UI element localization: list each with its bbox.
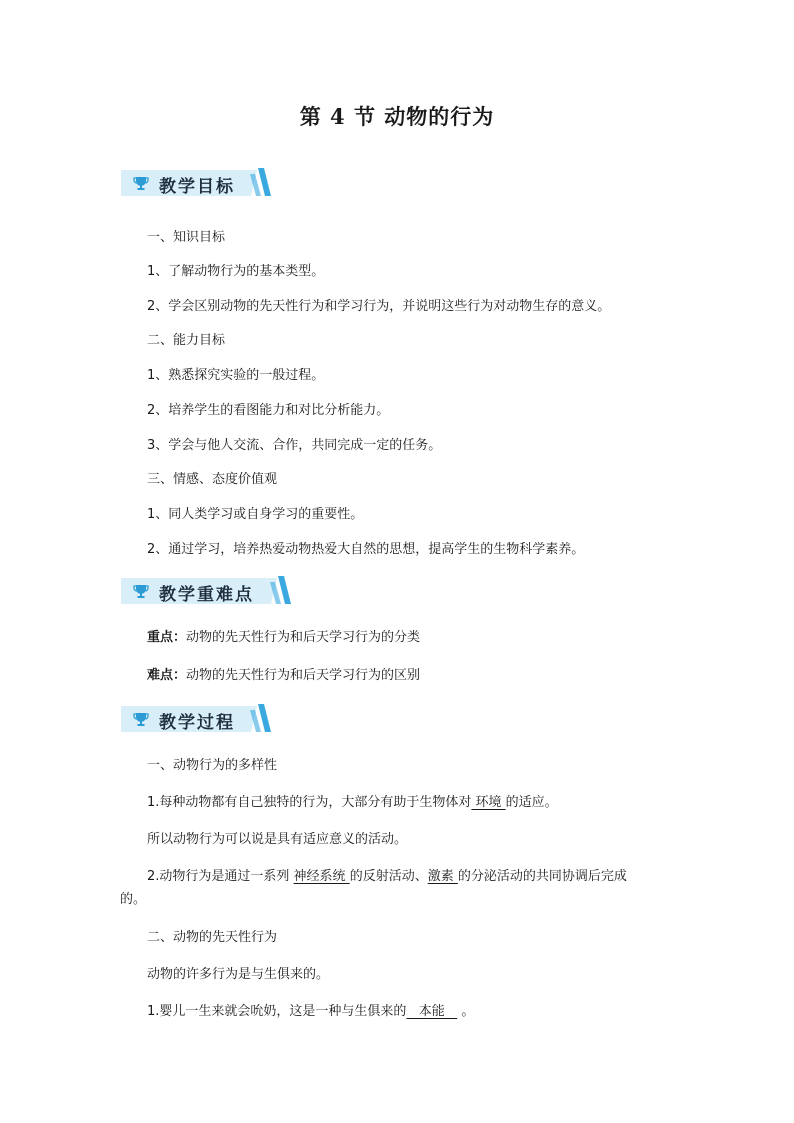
text-span: 的分泌活动的共同协调后完成 — [457, 869, 627, 884]
page-title: 第 4 节 动物的行为 — [299, 104, 495, 129]
text-span: 的适应。 — [505, 795, 558, 810]
text-span: 1.每种动物都有自己独特的行为，大部分有助于生物体对 — [147, 795, 472, 810]
text-line: 1、同人类学习或自身学习的重要性。 — [147, 507, 364, 522]
section-heading: 教学重难点 — [159, 585, 254, 605]
key-point-text: 动物的先天性行为和后天学习行为的分类 — [186, 630, 421, 645]
section-banner-goals — [121, 168, 273, 200]
text-span: 的反射活动、 — [349, 869, 428, 884]
section-heading: 教学目标 — [159, 177, 235, 197]
text-line: 所以动物行为可以说是具有适应意义的活动。 — [147, 832, 408, 847]
trophy-icon — [133, 175, 149, 191]
difficult-point-text: 动物的先天性行为和后天学习行为的区别 — [186, 668, 421, 683]
text-line: 一、动物行为的多样性 — [147, 758, 278, 773]
text-line: 2、培养学生的看图能力和对比分析能力。 — [147, 403, 390, 418]
text-line: 2、通过学习，培养热爱动物热爱大自然的思想，提高学生的生物科学素养。 — [147, 542, 585, 557]
section-banner-process — [121, 704, 273, 736]
trophy-icon — [133, 711, 149, 727]
text-line: 动物的许多行为是与生俱来的。 — [147, 967, 330, 982]
text-line: 2、学会区别动物的先天性行为和学习行为，并说明这些行为对动物生存的意义。 — [147, 299, 611, 314]
blank-answer: 本能 — [406, 1004, 458, 1019]
text-line: 三、情感、态度价值观 — [147, 472, 278, 487]
text-line: 二、能力目标 — [147, 333, 226, 348]
text-line: 3、学会与他人交流、合作，共同完成一定的任务。 — [147, 438, 442, 453]
text-span: 。 — [457, 1004, 475, 1019]
text-line — [147, 795, 558, 811]
text-line: 1、了解动物行为的基本类型。 — [147, 264, 325, 279]
text-line — [147, 1004, 474, 1020]
key-point-label: 重点： — [147, 630, 187, 645]
text-span: 1.婴儿一生来就会吮奶，这是一种与生俱来的 — [147, 1004, 407, 1019]
text-line: 二、动物的先天性行为 — [147, 930, 278, 945]
blank-answer: 神经系统 — [293, 869, 350, 884]
text-line: 1、熟悉探究实验的一般过程。 — [147, 368, 325, 383]
text-line: 一、知识目标 — [147, 230, 226, 245]
text-line: 的。 — [120, 892, 147, 907]
key-point-line — [147, 630, 420, 646]
difficult-point-line — [147, 668, 420, 684]
trophy-icon — [133, 583, 149, 599]
blank-answer: 激素 — [427, 869, 458, 884]
section-heading: 教学过程 — [159, 713, 235, 733]
section-banner-key — [121, 576, 293, 608]
difficult-point-label: 难点： — [147, 668, 187, 683]
text-span: 2.动物行为是通过一系列 — [147, 869, 294, 884]
blank-answer: 环境 — [471, 795, 506, 810]
text-line — [147, 869, 627, 885]
